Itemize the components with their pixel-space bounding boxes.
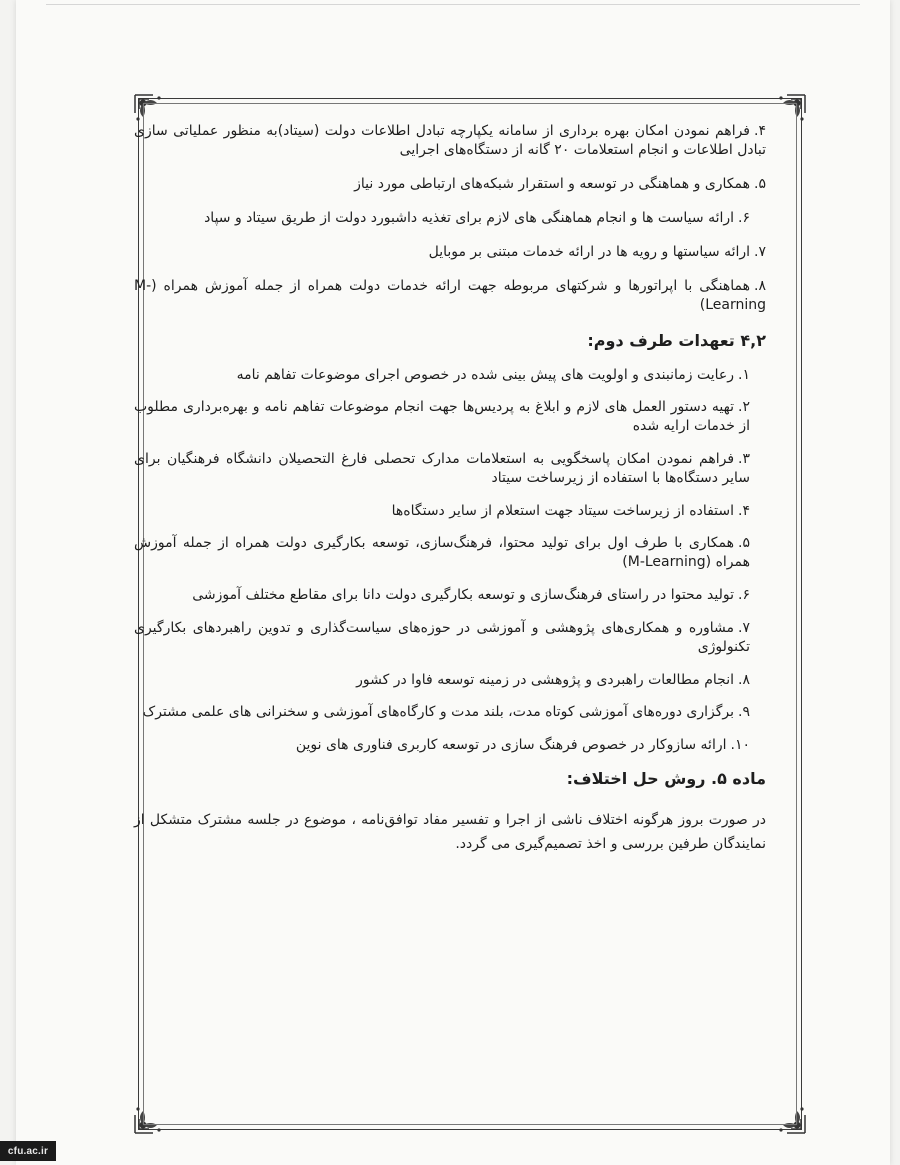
list-item: [134, 277, 766, 315]
list-item: [134, 619, 766, 657]
list-item: [134, 398, 766, 436]
item-number: ۱۰.: [730, 737, 750, 753]
item-number: ۸.: [754, 278, 766, 294]
item-number: ۳.: [738, 451, 750, 467]
item-text: ارائه سازوکار در خصوص فرهنگ سازی در توسعه کاربری فناوری های نوین: [295, 737, 727, 753]
item-number: ۷.: [754, 244, 766, 260]
item-text: برگزاری دوره‌های آموزشی کوتاه مدت، بلند مدت و کارگاه‌های آموزشی و سخنرانی های علمی مشترک: [142, 704, 735, 720]
item-number: ۹.: [738, 704, 750, 720]
item-number: ۶.: [738, 210, 750, 226]
item-number: ۲.: [738, 399, 750, 415]
ornament-corner-icon: [773, 1101, 807, 1135]
list-item: [134, 671, 766, 690]
list-item: [134, 736, 766, 755]
item-text: ارائه سیاستها و رویه ها در ارائه خدمات مبتنی بر موبایل: [428, 244, 751, 260]
list-item: [134, 534, 766, 572]
document-body: [134, 122, 766, 856]
list-item: [134, 122, 766, 160]
list-item: [134, 586, 766, 605]
paragraph: در صورت بروز هرگونه اختلاف ناشی از اجرا و تفسیر مفاد توافق‌نامه ، موضوع در جلسه مشترک متشکل از نمایندگان طرفین بررسی و اخذ تصمیم‌گیری می گردد.: [134, 812, 766, 852]
item-number: ۴.: [738, 503, 750, 519]
list-item: [134, 450, 766, 488]
item-text: ارائه سیاست ها و انجام هماهنگی های لازم برای تغذیه داشبورد دولت از طریق سیتاد و سپاد: [204, 210, 735, 226]
item-text: فراهم نمودن امکان پاسخگویی به استعلامات مدارک تحصلی فارغ التحصیلان دانشگاه فرهنگیان برای سایر دستگاه‌ها با استفاده از زیرساخت سیتاد: [134, 451, 750, 486]
item-text: هماهنگی با اپراتورها و شرکتهای مربوطه جهت ارائه خدمات دولت همراه از جمله آموزش همراه (M-Learning): [134, 278, 766, 313]
item-text: فراهم نمودن امکان بهره برداری از سامانه یکپارچه تبادل اطلاعات دولت (سیتاد)به منظور عملیاتی سازی تبادل اطلاعات و انجام استعلامات ۲۰ گانه از دستگاه‌های اجرایی: [134, 123, 766, 158]
item-text: انجام مطالعات راهبردی و پژوهشی در زمینه توسعه فاوا در کشور: [356, 672, 735, 688]
scan-edge-line: [46, 4, 860, 5]
section1-list: [134, 122, 766, 315]
item-number: ۸.: [738, 672, 750, 688]
item-number: ۴.: [754, 123, 766, 139]
item-text: همکاری با طرف اول برای تولید محتوا، فرهنگ‌سازی، توسعه بکارگیری دولت همراه از جمله آموزش همراه (M-Learning): [134, 535, 750, 570]
list-item: [134, 209, 766, 228]
section2-list: [134, 366, 766, 755]
list-item: [134, 243, 766, 262]
list-item: [134, 703, 766, 722]
item-number: ۶.: [738, 587, 750, 603]
ornament-corner-icon: [773, 93, 807, 127]
list-item: [134, 502, 766, 521]
item-text: همکاری و هماهنگی در توسعه و استقرار شبکه‌های ارتباطی مورد نیاز: [354, 176, 751, 192]
item-text: تولید محتوا در راستای فرهنگ‌سازی و توسعه بکارگیری دولت دانا برای مقاطع مختلف آموزشی: [192, 587, 735, 603]
section-heading: ماده ۵. روش حل اختلاف:: [566, 769, 766, 788]
item-text: رعایت زمانبندی و اولویت های پیش بینی شده در خصوص اجرای موضوعات تفاهم نامه: [236, 367, 735, 383]
item-number: ۵.: [738, 535, 750, 551]
item-text: مشاوره و همکاری‌های پژوهشی و آموزشی در حوزه‌های سیاست‌گذاری و تدوین راهبردهای بکارگیری تکنولوژی: [134, 620, 750, 655]
site-logo: cfu.ac.ir: [0, 1141, 56, 1161]
item-number: ۷.: [738, 620, 750, 636]
section-heading: ۴,۲ تعهدات طرف دوم:: [587, 331, 766, 350]
list-item: [134, 175, 766, 194]
item-text: استفاده از زیرساخت سیتاد جهت استعلام از سایر دستگاه‌ها: [391, 503, 735, 519]
item-number: ۵.: [754, 176, 766, 192]
list-item: [134, 366, 766, 385]
item-number: ۱.: [738, 367, 750, 383]
item-text: تهیه دستور العمل های لازم و ابلاغ به پردیس‌ها جهت انجام موضوعات تفاهم نامه و بهره‌برداری مطلوب از خدمات ارایه شده: [134, 399, 750, 434]
ornament-corner-icon: [133, 1101, 167, 1135]
